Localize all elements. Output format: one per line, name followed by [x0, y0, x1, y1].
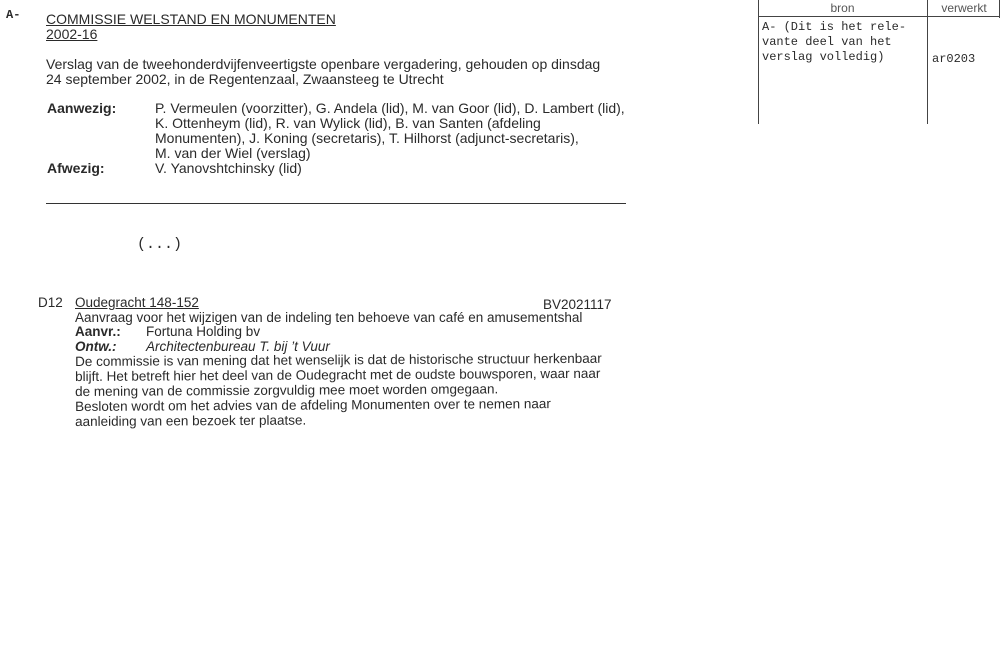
applicant-label: Aanvr.: — [75, 324, 121, 339]
omission-mark: (...) — [137, 236, 183, 253]
item-address: Oudegracht 148-152 — [75, 295, 199, 310]
source-table — [757, 0, 1000, 124]
table-header-source: bron — [830, 1, 855, 15]
table-header-rule — [758, 16, 1000, 17]
document-title: COMMISSIE WELSTAND EN MONUMENTEN — [46, 11, 336, 27]
present-line: K. Ottenheym (lid), R. van Wylick (lid), B. van Santen (afdeling — [155, 115, 541, 131]
body-line: aanleiding van een bezoek ter plaatse. — [75, 412, 307, 429]
body-line: Besloten wordt om het advies van de afdeling Monumenten over te nemen naar — [75, 396, 551, 414]
body-line: blijft. Het betreft hier het deel van de Oudegracht met de oudste bouwsporen, waar naar — [75, 365, 601, 384]
body-line: De commissie is van mening dat het wenselijk is dat de historische structuur herkenbaar — [75, 350, 602, 369]
intro-line-2: 24 september 2002, in de Regentenzaal, Zwaansteeg te Utrecht — [46, 71, 444, 87]
item-reference: BV2021117 — [543, 297, 612, 312]
designer-value: Architectenbureau T. bij ’t Vuur — [146, 339, 330, 354]
item-code: D12 — [38, 295, 63, 310]
source-note-line: verslag volledig) — [762, 50, 885, 64]
item-request: Aanvraag voor het wijzigen van de indeling ten behoeve van café en amusementshal — [75, 310, 583, 325]
present-label: Aanwezig: — [47, 100, 117, 116]
source-note-line: A- (Dit is het rele- — [762, 20, 907, 34]
separator-line — [46, 203, 626, 204]
absent-label: Afwezig: — [47, 160, 105, 176]
source-note-line: vante deel van het — [762, 35, 892, 49]
processed-code: ar0203 — [932, 52, 976, 66]
intro-line-1: Verslag van de tweehonderdvijfenveertigste openbare vergadering, gehouden op dinsdag — [46, 56, 601, 72]
present-line: M. van der Wiel (verslag) — [155, 145, 311, 161]
table-divider — [927, 0, 928, 124]
meeting-number: 2002-16 — [46, 26, 98, 42]
present-line: P. Vermeulen (voorzitter), G. Andela (lid), M. van Goor (lid), D. Lambert (lid), — [155, 100, 625, 116]
applicant-value: Fortuna Holding bv — [146, 324, 261, 339]
body-line: de mening van de commissie zorgvuldig mee moet worden omgegaan. — [75, 381, 499, 399]
table-header-processed: verwerkt — [941, 1, 987, 15]
designer-label: Ontw.: — [75, 339, 117, 354]
margin-mark: A- — [6, 8, 21, 22]
absent-value: V. Yanovshtchinsky (lid) — [155, 160, 302, 176]
table-border-left — [758, 0, 759, 124]
present-line: Monumenten), J. Koning (secretaris), T. Hilhorst (adjunct-secretaris), — [155, 130, 579, 146]
